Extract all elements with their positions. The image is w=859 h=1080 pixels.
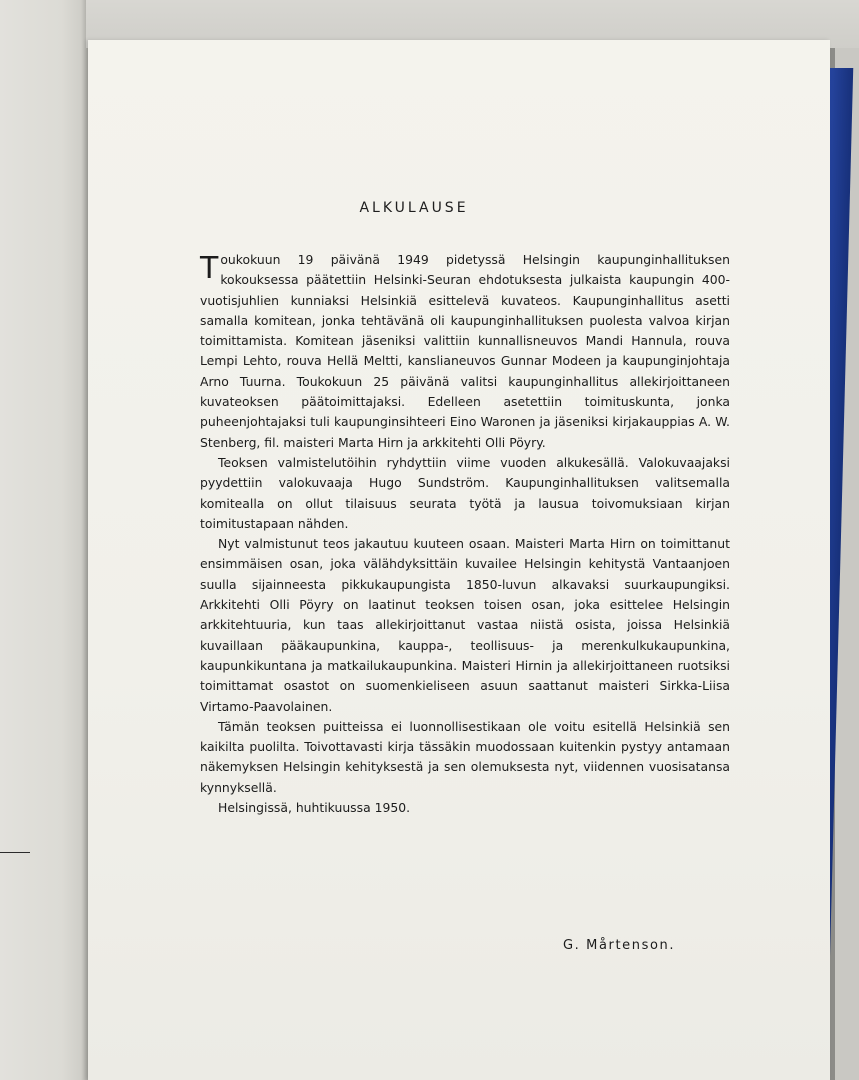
paragraph-3: Nyt valmistunut teos jakautuu kuuteen osaan. Maisteri Marta Hirn on toimittanut ensimmäisen osan, joka välähdyksittäin kuvailee Helsingin kehitystä Vantaanjoen suulla sijainneesta pikkukaupungista 1850-luvun alkavaksi suurkaupungiksi. Arkkitehti Olli Pöyry on laatinut teoksen toisen osan, joka esittelee Helsingin arkkitehtuuria, kun taas allekirjoittanut vastaa niistä osista, joissa Helsinkiä kuvaillaan pääkaupunkina, kauppa-, teollisuus- ja merenkulkukaupunkina, kaupunkikuntana ja matkailukaupunkina. Maisteri Hirnin ja allekirjoittaneen ruotsiksi toimittamat osastot on suomenkieliseen asuun saattanut maisteri Sirkka-Liisa Virtamo-Paavolainen. [200, 536, 730, 714]
dropcap-letter: T [200, 251, 219, 286]
page-heading: ALKULAUSE [359, 200, 469, 216]
paragraph-1-text: oukokuun 19 päivänä 1949 pidetyssä Helsingin kaupunginhallituksen kokouksessa päätettiin Helsinki-Seuran ehdotuksesta julkaista kaupungin 400-vuotisjuhlien kunniaksi Helsinkiä esittelevä kuvateos. Kaupunginhallitus asetti samalla komitean, jonka tehtävänä oli kaupunginhallituksen puolesta valvoa kirjan toimittamista. Komitean jäseniksi valittiin kunnallisneuvos Mandi Hannula, rouva Lempi Lehto, rouva Hellä Meltti, kanslianeuvos Gunnar Modeen ja kaupunginjohtaja Arno Tuurna. Toukokuun 25 päivänä valitsi kaupunginhallitus allekirjoittaneen kuvateoksen päätoimittajaksi. Edelleen asetettiin toimituskunta, jonka puheenjohtajaksi tuli kaupunginsihteeri Eino Waronen ja jäseniksi kirjakauppias A. W. Stenberg, fil. maisteri Marta Hirn ja arkkitehti Olli Pöyry. [200, 252, 730, 450]
place-date-line: Helsingissä, huhtikuussa 1950. [218, 800, 411, 816]
left-page [0, 0, 88, 1080]
preface-body [200, 250, 730, 818]
paragraph-4: Tämän teoksen puitteissa ei luonnollisestikaan ole voitu esitellä Helsinkiä sen kaikilta puolilta. Toivottavasti kirja tässäkin muodossaan kuitenkin pystyy antamaan näkemyksen Helsingin kehityksestä ja sen olemuksesta nyt, viidennen vuosisatansa kynnyksellä. [200, 718, 730, 795]
paragraph-1 [200, 250, 730, 453]
left-page-rule [0, 852, 30, 853]
signature: G. Mårtenson. [563, 938, 676, 953]
book-page [88, 40, 830, 1080]
paragraph-2: Teoksen valmistelutöihin ryhdyttiin viime vuoden alkukesällä. Valokuvaajaksi pyydettiin valokuvaaja Hugo Sundström. Kaupunginhallituksen valitsemalla komitealla on ollut tilaisuus seurata työtä ja lausua toivomuksiaan kirjan toimitustapaan nähden. [200, 454, 730, 531]
